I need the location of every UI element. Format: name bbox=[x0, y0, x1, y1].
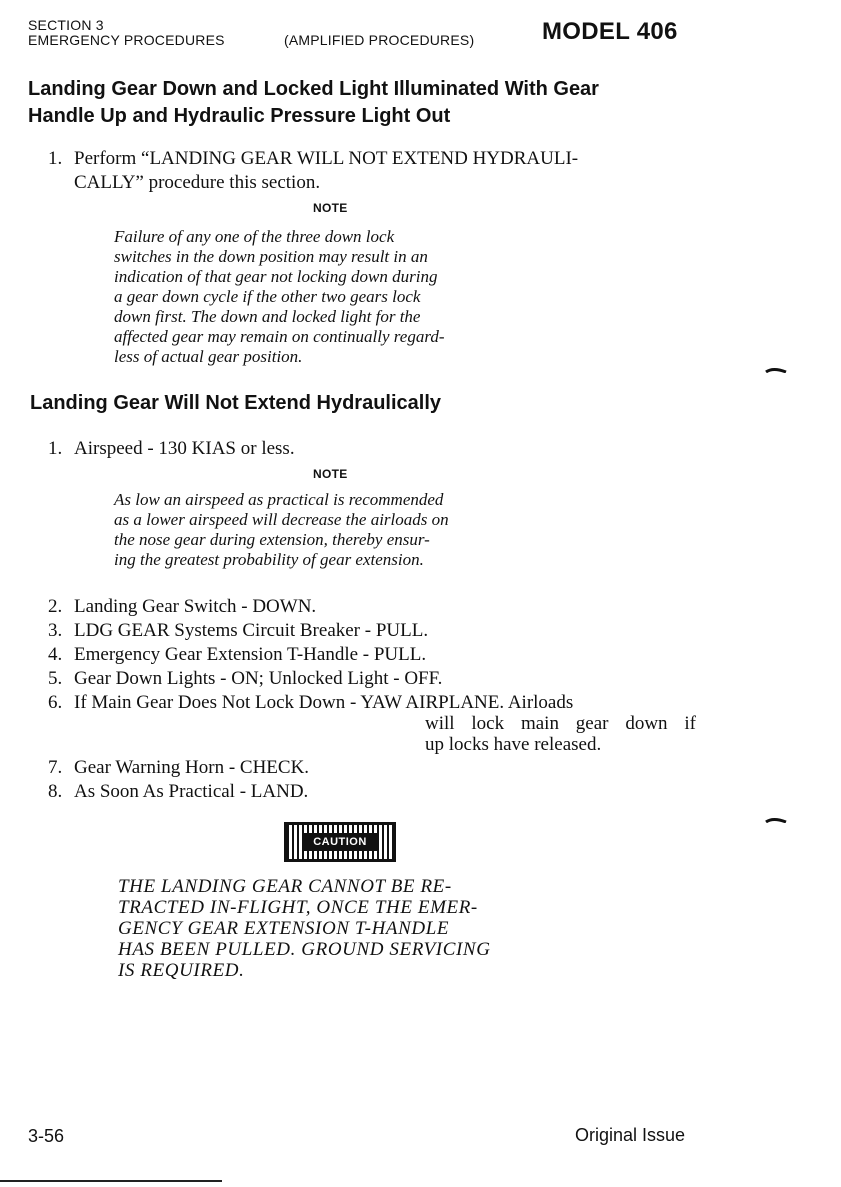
step-text: Airspeed - 130 KIAS or less. bbox=[74, 438, 295, 459]
procedure-step bbox=[48, 780, 309, 804]
step-text: CALLY” procedure this section. bbox=[74, 172, 321, 193]
procedure-step bbox=[48, 147, 578, 195]
procedure-step bbox=[48, 619, 442, 643]
step-continuation: will lock main gear down if bbox=[425, 713, 696, 734]
caution-line: HAS BEEN PULLED. GROUND SERVICING bbox=[118, 939, 491, 960]
note-label: NOTE bbox=[313, 201, 348, 215]
step-text: Gear Warning Horn - CHECK. bbox=[74, 757, 310, 778]
step-number: 5. bbox=[48, 668, 63, 689]
note-line: as a lower airspeed will decrease the airloads on bbox=[114, 510, 449, 529]
heading-line: Landing Gear Down and Locked Light Illuminated With Gear bbox=[28, 78, 599, 100]
step-number: 1. bbox=[48, 148, 63, 169]
note-line: As low an airspeed as practical is recommended bbox=[114, 490, 444, 509]
caution-line: IS REQUIRED. bbox=[118, 960, 245, 981]
note-line: Failure of any one of the three down lock bbox=[114, 227, 395, 246]
note-line: indication of that gear not locking down during bbox=[114, 267, 438, 286]
caution-line: TRACTED IN-FLIGHT, ONCE THE EMER- bbox=[118, 897, 478, 918]
caution-line: THE LANDING GEAR CANNOT BE RE- bbox=[118, 876, 452, 897]
note-label: NOTE bbox=[313, 467, 348, 481]
step-text: Gear Down Lights - ON; Unlocked Light - OFF. bbox=[74, 668, 443, 689]
procedure-step bbox=[48, 667, 442, 691]
step-number: 3. bbox=[48, 620, 63, 641]
section-number: SECTION 3 bbox=[28, 17, 104, 33]
step-line bbox=[48, 147, 578, 171]
note-line: the nose gear during extension, thereby ensur- bbox=[114, 530, 430, 549]
step-text: If Main Gear Does Not Lock Down - YAW AIRPLANE. Airloads bbox=[74, 692, 574, 713]
step-text: Perform “LANDING GEAR WILL NOT EXTEND HYDRAULI- bbox=[74, 148, 579, 169]
caution-badge bbox=[284, 822, 396, 862]
caution-label: CAUTION bbox=[303, 833, 377, 851]
issue-label: Original Issue bbox=[575, 1125, 686, 1145]
header-subtitle: (AMPLIFIED PROCEDURES) bbox=[284, 32, 475, 48]
step-text: As Soon As Practical - LAND. bbox=[74, 781, 309, 802]
step-number: 8. bbox=[48, 781, 63, 802]
caution-line: GENCY GEAR EXTENSION T-HANDLE bbox=[118, 918, 450, 939]
note-line: less of actual gear position. bbox=[114, 347, 303, 366]
procedure-step bbox=[48, 595, 442, 619]
section-heading-will-not-extend: Landing Gear Will Not Extend Hydraulically bbox=[30, 392, 442, 414]
step-line bbox=[48, 171, 578, 195]
procedure-step bbox=[48, 756, 309, 780]
step-text: Landing Gear Switch - DOWN. bbox=[74, 596, 317, 617]
note-text-block bbox=[114, 227, 444, 367]
procedure-step bbox=[48, 437, 295, 461]
step-number: 4. bbox=[48, 644, 63, 665]
procedure-step-list bbox=[48, 756, 309, 804]
revision-mark bbox=[765, 367, 787, 373]
footer-rule bbox=[0, 1180, 222, 1182]
section-title: EMERGENCY PROCEDURES bbox=[28, 32, 225, 48]
revision-mark bbox=[765, 817, 787, 823]
caution-text-block bbox=[118, 876, 491, 981]
note-line: down first. The down and locked light for the bbox=[114, 307, 421, 326]
step-number: 1. bbox=[48, 438, 63, 459]
procedure-step bbox=[48, 643, 442, 667]
note-line: affected gear may remain on continually regard- bbox=[114, 327, 445, 346]
procedure-step-list bbox=[48, 595, 442, 691]
model-title: MODEL 406 bbox=[542, 18, 678, 45]
step-number: 6. bbox=[48, 692, 63, 713]
page-number: 3-56 bbox=[28, 1126, 65, 1146]
note-line: a gear down cycle if the other two gears lock bbox=[114, 287, 421, 306]
note-line: switches in the down position may result in an bbox=[114, 247, 428, 266]
section-heading-locked-light bbox=[28, 76, 599, 130]
step-text: Emergency Gear Extension T-Handle - PULL. bbox=[74, 644, 427, 665]
step-text: LDG GEAR Systems Circuit Breaker - PULL. bbox=[74, 620, 429, 641]
step-continuation: up locks have released. bbox=[425, 734, 602, 755]
note-line: ing the greatest probability of gear extension. bbox=[114, 550, 424, 569]
step-number: 2. bbox=[48, 596, 63, 617]
note-text-block bbox=[114, 490, 449, 570]
step-number: 7. bbox=[48, 757, 63, 778]
heading-line: Handle Up and Hydraulic Pressure Light Out bbox=[28, 105, 451, 127]
